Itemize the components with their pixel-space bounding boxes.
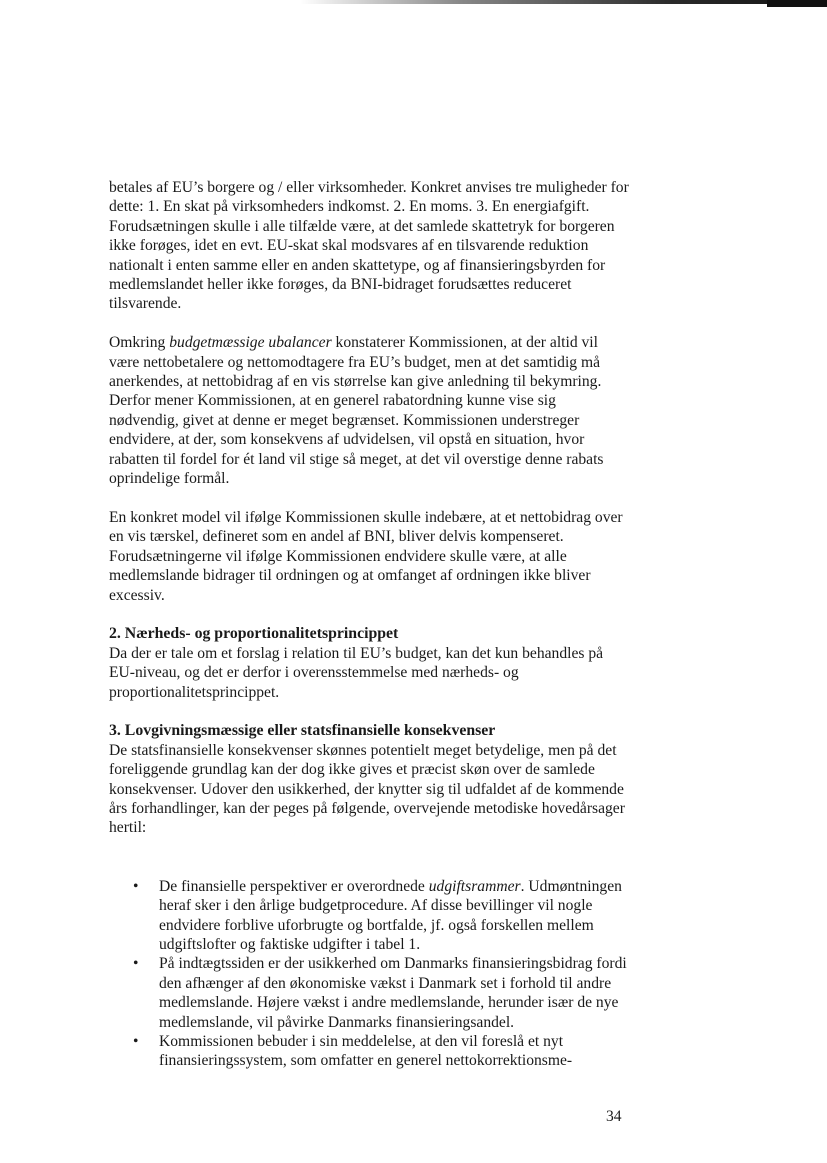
bullet-3-text: Kommissionen bebuder i sin meddelelse, at den vil foreslå et nyt finansieringssystem, som omfatter en generel nettokorrektionsme- <box>159 1033 573 1070</box>
bullet-1-lead: De finansielle perspektiver er overordnede <box>159 877 429 895</box>
bullet-1-emphasis: udgiftsrammer <box>428 877 521 895</box>
bullet-icon: • <box>133 1033 139 1050</box>
paragraph-1: betales af EU’s borgere og / eller virksomheder. Konkret anvises tre muligheder for dette: 1. En skat på virksomheders indkomst. 2. En moms. 3. En energiafgift. Forudsætningen skulle i alle tilfælde være, at det samlede skattetryk for borgeren ikke forøges, idet en evt. EU-skat skal modsvares af en tilsvarende reduktion nationalt i enten samme eller en anden skattetype, og af finansieringsbyrden for medlemslandet heller ikke forøges, da BNI-bidraget forudsættes reduceret tilsvarende. <box>109 179 629 313</box>
scan-edge-shadow <box>300 0 827 4</box>
paragraph-2 <box>109 333 629 488</box>
section-2-heading: 2. Nærheds- og proportionalitetsprincippet <box>109 625 399 643</box>
page-number: 34 <box>606 1108 622 1125</box>
bullet-icon: • <box>133 877 139 895</box>
section-3-heading: 3. Lovgivningsmæssige eller statsfinansielle konsekvenser <box>109 722 496 740</box>
list-item <box>109 954 629 1032</box>
section-2-body: Da der er tale om et forslag i relation til EU’s budget, kan det kun behandles på EU-niveau, og det er derfor i overensstemmelse med nærheds- og proportionalitetsprincippet. <box>109 644 604 701</box>
paragraph-2-rest: konstaterer Kommissionen, at der altid vil være nettobetalere og nettomodtagere fra EU’s budget, men at det samtidig må anerkendes, at nettobidrag af en vis størrelse kan give anledning til bekymring. Derfor mener Kommissionen, at en generel rabatordning kunne vise sig nødvendig, givet at denne er meget begrænset. Kommissionen understreger endvidere, at der, som konsekvens af udvidelsen, vil opstå en situation, hvor rabatten til fordel for ét land vil stige så meget, at det vil overstige denne rabats oprindelige formål. <box>109 334 604 488</box>
paragraph-2-emphasis: budgetmæssige ubalancer <box>169 334 332 352</box>
section-3-body: De statsfinansielle konsekvenser skønnes potentielt meget betydelige, men på det foreliggende grundlag kan der dog ikke gives et præcist skøn over de samlede konsekvenser. Udover den usikkerhed, der knytter sig til udfaldet af de kommende års forhandlinger, kan der peges på følgende, overvejende metodiske hovedårsager hertil: <box>109 741 625 837</box>
document-page <box>109 178 629 1071</box>
paragraph-3: En konkret model vil ifølge Kommissionen skulle indebære, at et nettobidrag over en vis tærskel, defineret som en andel af BNI, bliver delvis kompenseret. Forudsætningerne vil ifølge Kommissionen endvidere skulle være, at alle medlemslande bidrager til ordningen og at omfanget af ordningen ikke bliver excessiv. <box>109 508 623 604</box>
bullet-1-rest: . Udmøntningen heraf sker i den årlige budgetprocedure. Af disse bevillinger vil nogle endvidere forblive uforbrugte og bortfalde, jf. også forskellen mellem udgiftslofter og faktiske udgifter i tabel 1. <box>159 877 622 953</box>
bullet-2-text: På indtægtssiden er der usikkerhed om Danmarks finansieringsbidrag fordi den afhænger af den økonomiske vækst i Danmark set i forhold til andre medlemslande. Højere vækst i andre medlemslande, herunder især de nye medlemslande, vil påvirke Danmarks finansieringsandel. <box>159 955 627 1031</box>
list-item <box>109 877 629 955</box>
list-item <box>109 1032 629 1071</box>
paragraph-2-lead: Omkring <box>109 334 170 352</box>
bullet-list <box>109 877 629 1071</box>
scan-edge-corner <box>767 0 827 7</box>
bullet-icon: • <box>133 955 139 973</box>
